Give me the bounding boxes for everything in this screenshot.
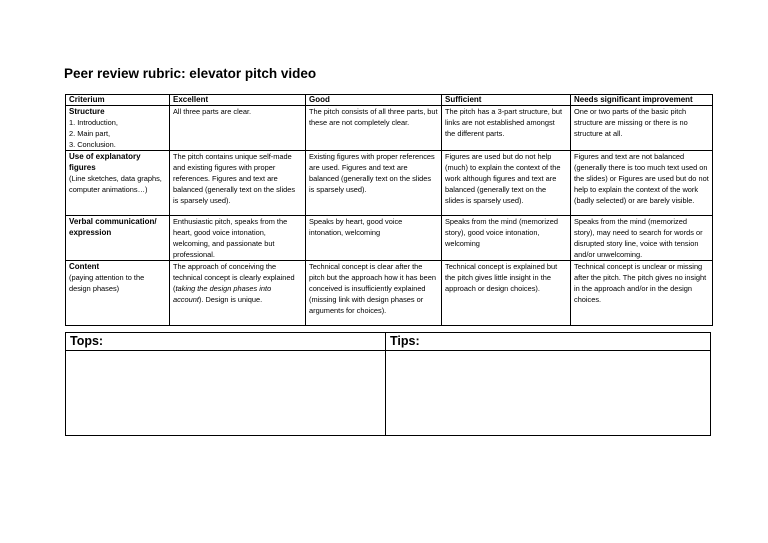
criterion-cell <box>66 261 170 326</box>
criterion-cell <box>66 106 170 151</box>
feedback-header-line <box>66 350 710 351</box>
header-good: Good <box>306 95 442 106</box>
needs-improvement-cell: One or two parts of the basic pitch structure are missing or there is no structure at all. <box>571 106 713 151</box>
rubric-table <box>65 94 713 326</box>
criterion-title: Content <box>69 262 100 271</box>
excellent-text: ). Design is unique. <box>198 295 263 304</box>
excellent-cell: Enthusiastic pitch, speaks from the heart, good voice intonation, welcoming, and passionate but professional. <box>170 216 306 261</box>
header-sufficient: Sufficient <box>442 95 571 106</box>
criterion-title: Structure <box>69 107 105 116</box>
criterion-detail: (Line sketches, data graphs, computer animations…) <box>69 174 162 194</box>
tips-label: Tips: <box>390 334 420 348</box>
feedback-box <box>65 332 711 436</box>
criterion-cell <box>66 216 170 261</box>
sufficient-cell: Technical concept is explained but the pitch gives little insight in the approach or design choices). <box>442 261 571 326</box>
page-title: Peer review rubric: elevator pitch video <box>64 66 317 81</box>
needs-improvement-cell: Technical concept is unclear or missing after the pitch. The pitch gives no insight in the approach and/or in the design choices. <box>571 261 713 326</box>
needs-improvement-cell: Figures and text are not balanced (generally there is too much text used on the slides) or Figures are used but do not help to explain the context of the work (badly selected) or are barely visible. <box>571 151 713 216</box>
table-row <box>66 106 713 151</box>
criterion-cell <box>66 151 170 216</box>
header-needs-improvement: Needs significant improvement <box>571 95 713 106</box>
table-row <box>66 216 713 261</box>
header-row <box>66 95 713 106</box>
excellent-text: The approach of conceiving the technical concept is clearly explained ( <box>173 262 295 293</box>
header-criterium: Criterium <box>66 95 170 106</box>
sufficient-cell: Figures are used but do not help (much) to explain the context of the work although figures and text are balanced (generally text on the slides is sparsely used). <box>442 151 571 216</box>
tops-label: Tops: <box>70 334 104 348</box>
criterion-detail: 3. Conclusion. <box>69 140 116 149</box>
criterion-detail: (paying attention to the design phases) <box>69 273 145 293</box>
feedback-divider <box>385 333 386 435</box>
good-cell: Technical concept is clear after the pitch but the approach how it has been conceived is insufficiently explained (missing link with design phases or arguments for choices). <box>306 261 442 326</box>
good-cell: The pitch consists of all three parts, but these are not completely clear. <box>306 106 442 151</box>
excellent-emphasis: taking the design phases into account <box>173 284 272 304</box>
criterion-detail: 1. Introduction, <box>69 118 118 127</box>
criterion-detail: 2. Main part, <box>69 129 111 138</box>
sufficient-cell: Speaks from the mind (memorized story), good voice intonation, welcoming <box>442 216 571 261</box>
good-cell: Existing figures with proper references are used. Figures and text are balanced (generally text on the slides is sparsely used). <box>306 151 442 216</box>
table-row <box>66 151 713 216</box>
needs-improvement-cell: Speaks from the mind (memorized story), may need to search for words or disrupted story line, voice with tension and/or unwelcoming. <box>571 216 713 261</box>
table-row <box>66 261 713 326</box>
sufficient-cell: The pitch has a 3-part structure, but links are not established amongst the different parts. <box>442 106 571 151</box>
good-cell: Speaks by heart, good voice intonation, welcoming <box>306 216 442 261</box>
excellent-cell: All three parts are clear. <box>170 106 306 151</box>
criterion-title: Use of explanatory figures <box>69 152 141 172</box>
excellent-cell <box>170 261 306 326</box>
header-excellent: Excellent <box>170 95 306 106</box>
excellent-cell: The pitch contains unique self-made and existing figures with proper references. Figures and text are balanced (generally text on the slides is sparsely used). <box>170 151 306 216</box>
criterion-title: Verbal communication/ expression <box>69 217 157 237</box>
